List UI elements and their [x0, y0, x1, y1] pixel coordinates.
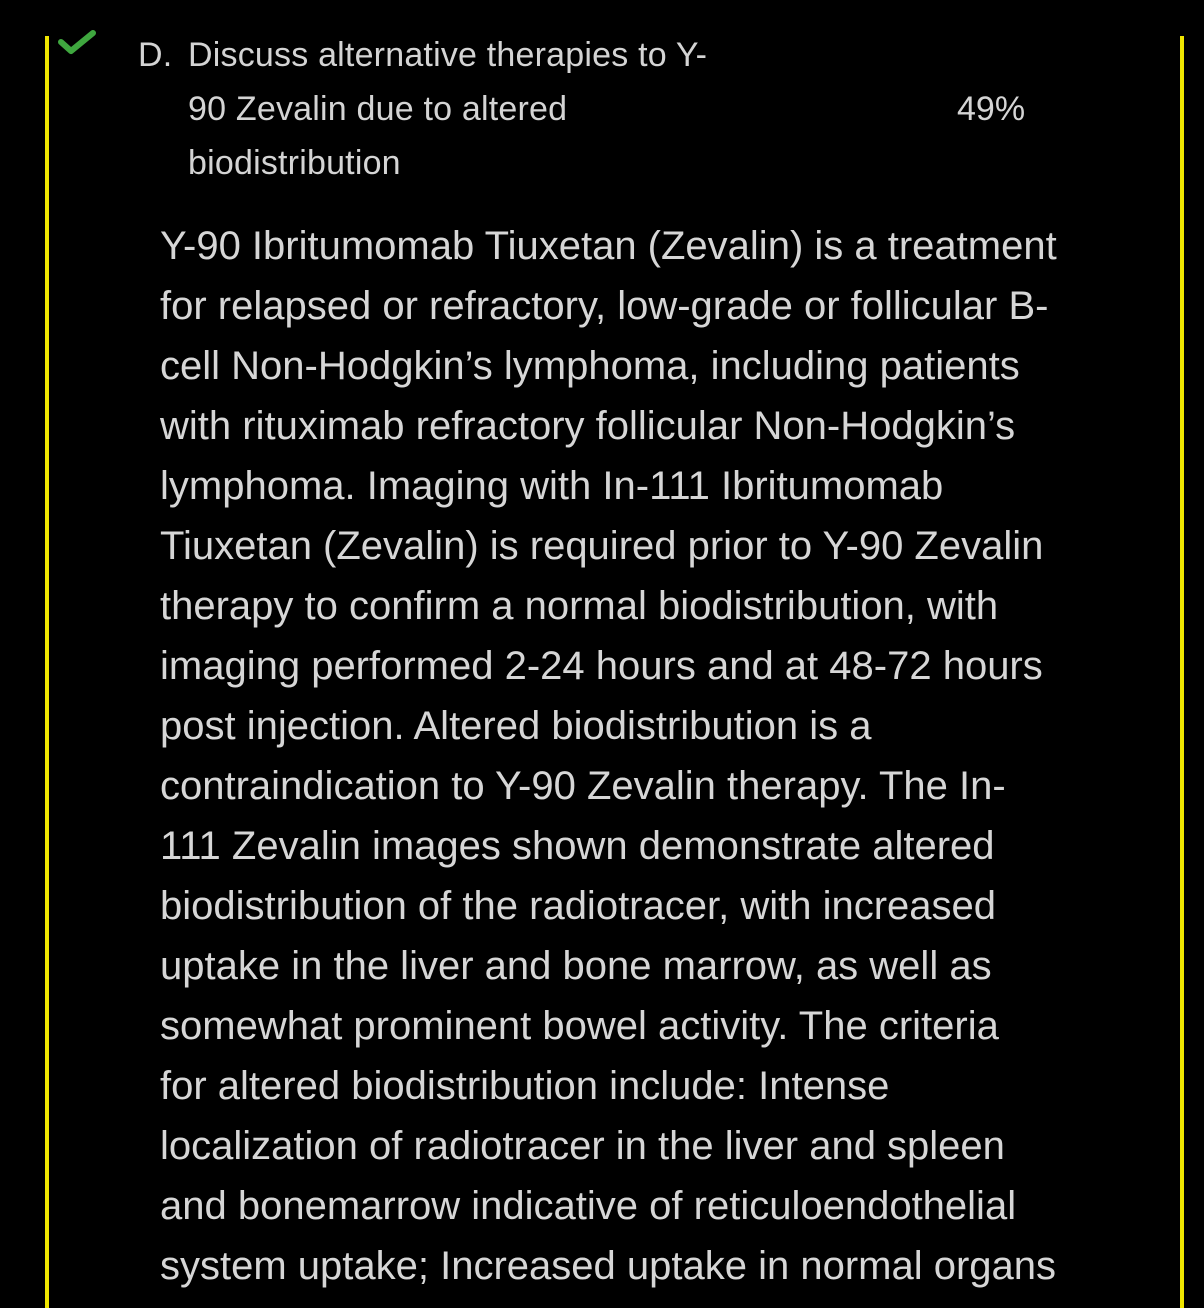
- explanation-line: imaging performed 2-24 hours and at 48-72 hours: [160, 644, 1043, 688]
- explanation-paragraph: [160, 216, 1178, 1296]
- explanation-line: for relapsed or refractory, low-grade or follicular B-: [160, 284, 1049, 328]
- answer-percent: 49%: [957, 90, 1026, 128]
- explanation-line: localization of radiotracer in the liver and spleen: [160, 1124, 1005, 1168]
- answer-text-line: 90 Zevalin due to altered: [188, 90, 568, 128]
- explanation-line: biodistribution of the radiotracer, with increased: [160, 884, 997, 928]
- explanation-line: post injection. Altered biodistribution is a: [160, 704, 872, 748]
- explanation-line: uptake in the liver and bone marrow, as well as: [160, 944, 992, 988]
- explanation-line: for altered biodistribution include: Intense: [160, 1064, 890, 1108]
- explanation-line: 111 Zevalin images shown demonstrate altered: [160, 824, 995, 868]
- answer-letter: D.: [138, 36, 173, 74]
- answer-text-line: biodistribution: [188, 144, 401, 182]
- explanation-line: therapy to confirm a normal biodistribution, with: [160, 584, 999, 628]
- answer-option-text[interactable]: [188, 28, 828, 190]
- explanation-line: somewhat prominent bowel activity. The criteria: [160, 1004, 999, 1048]
- answer-text-line: Discuss alternative therapies to Y-: [188, 36, 708, 74]
- explanation-line: lymphoma. Imaging with In-111 Ibritumomab: [160, 464, 944, 508]
- right-border-rule: [1180, 36, 1184, 1308]
- left-border-rule: [45, 36, 49, 1308]
- explanation-line: system uptake; Increased uptake in normal organs: [160, 1244, 1057, 1288]
- explanation-line: and bonemarrow indicative of reticuloendothelial: [160, 1184, 1017, 1228]
- explanation-line: Tiuxetan (Zevalin) is required prior to Y-90 Zevalin: [160, 524, 1044, 568]
- explanation-line: with rituximab refractory follicular Non-Hodgkin’s: [160, 404, 1016, 448]
- explanation-line: cell Non-Hodgkin’s lymphoma, including patients: [160, 344, 1020, 388]
- explanation-line: contraindication to Y-90 Zevalin therapy. The In-: [160, 764, 1006, 808]
- checkmark-icon: [58, 30, 96, 56]
- explanation-line: Y-90 Ibritumomab Tiuxetan (Zevalin) is a treatment: [160, 224, 1057, 268]
